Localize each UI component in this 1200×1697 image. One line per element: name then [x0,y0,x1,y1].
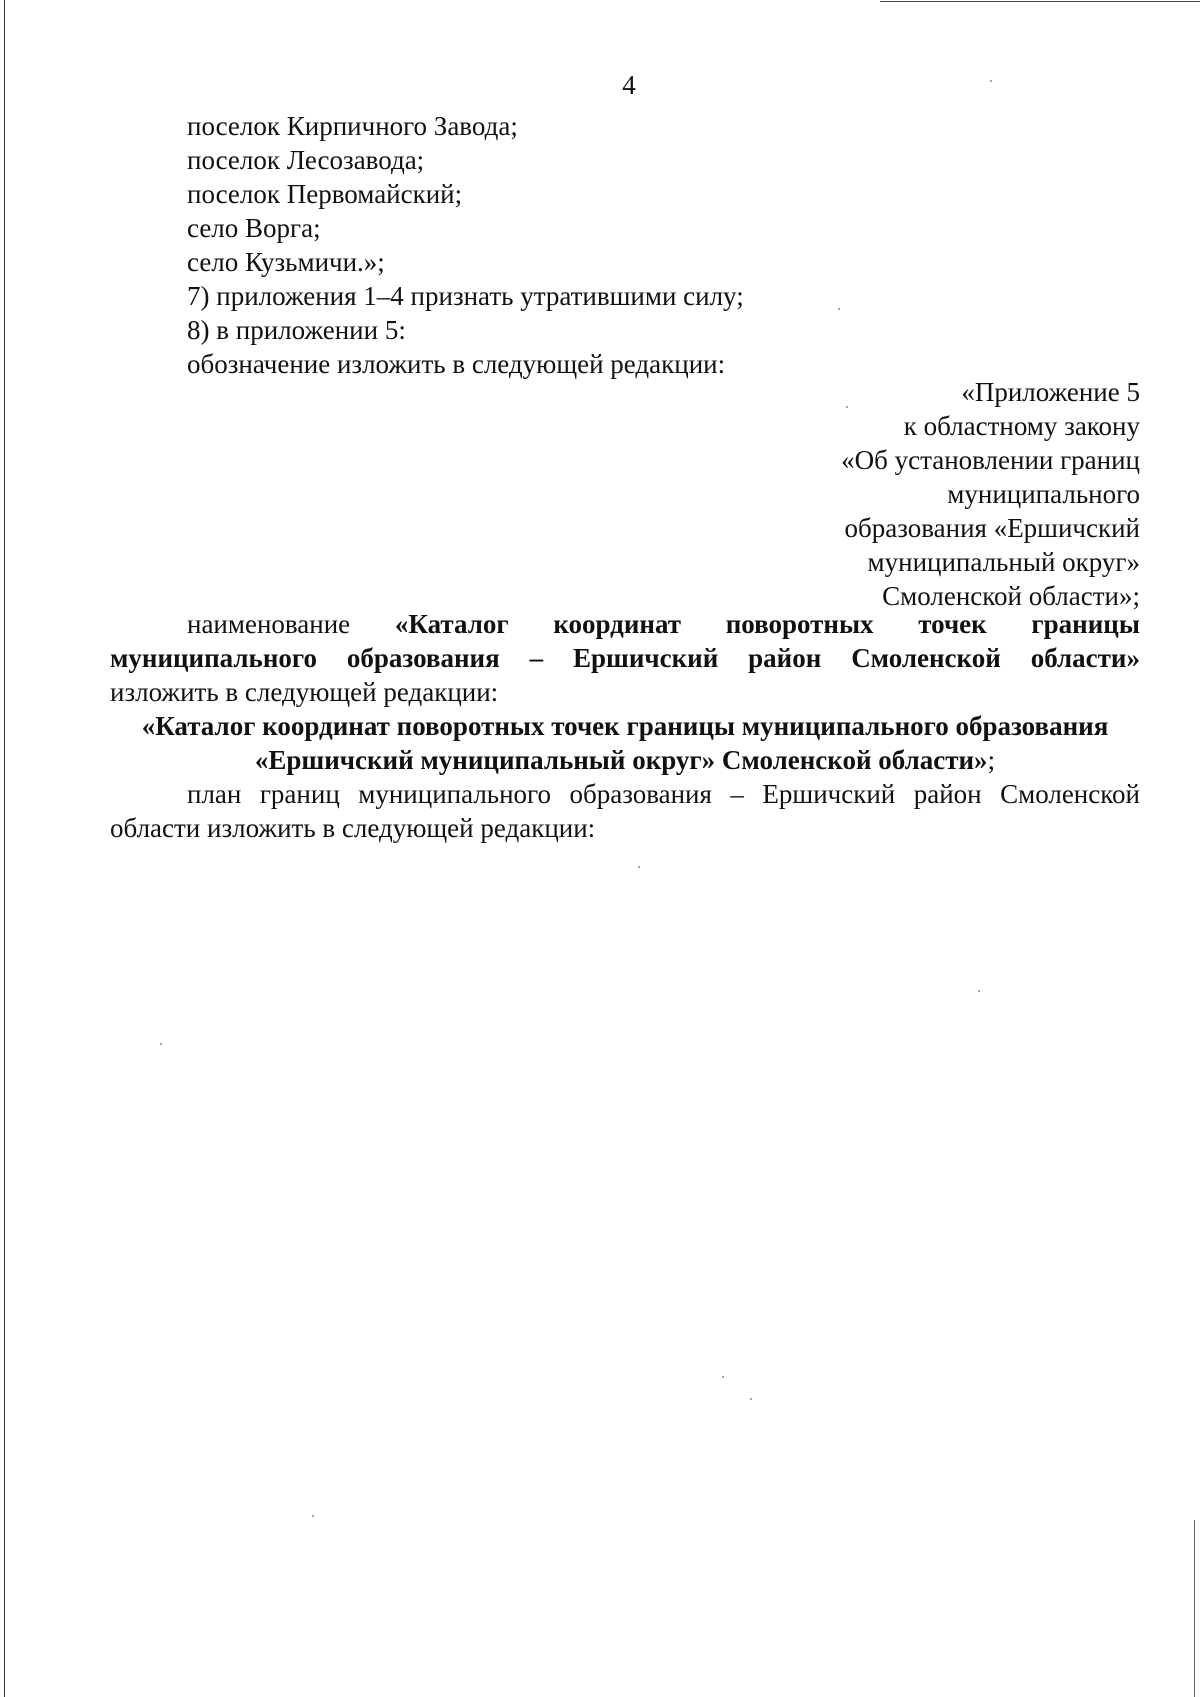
word: образования [346,643,500,673]
settlement-line: поселок Кирпичного Завода; [187,111,518,141]
scan-speck [750,1398,752,1400]
word: – [529,643,544,673]
scan-speck [638,866,640,868]
scan-speck [160,1043,162,1045]
item-8: 8) в приложении 5: [187,315,406,345]
page-number: 4 [622,70,636,100]
scan-speck [978,990,980,992]
word: муниципального [358,779,551,809]
settlement-line: село Ворга; [187,213,321,243]
scan-edge-right [1194,1520,1195,1697]
settlement-line: поселок Лесозавода; [187,145,425,175]
word: район [913,779,982,809]
settlement-line: поселок Первомайский; [187,179,463,209]
scan-speck [838,308,840,310]
appendix-header-line: «Приложение 5 [961,377,1140,407]
word: границы [1031,609,1140,639]
appendix-header-line: Смоленской области»; [882,581,1140,611]
appendix-header-line: муниципальный округ» [867,547,1140,577]
word: муниципального [110,643,317,673]
appendix-header-line: «Об установлении границ [841,445,1140,475]
scan-speck [846,406,848,408]
word: наименование [187,609,351,639]
plan-paragraph-line-2: области изложить в следующей редакции: [110,813,596,843]
item-7: 7) приложения 1–4 признать утратившими силу; [187,281,744,311]
catalog-title-text: «Ершичский муниципальный округ» Смоленской области» [254,745,988,775]
word: план [187,779,242,809]
plan-paragraph-line-1 [187,777,1140,811]
word: поворотных [725,609,874,639]
word: Смоленской [1000,779,1140,809]
scan-speck [312,1515,314,1517]
appendix-header-line: образования «Ершичский [844,513,1140,543]
word: точек [918,609,987,639]
catalog-title-line-2 [110,743,1140,777]
word: Ершичский [573,643,719,673]
appendix-header-line: к областному закону [903,411,1140,441]
word: Ершичский [762,779,896,809]
word: «Каталог [394,609,509,639]
word: координат [553,609,682,639]
settlement-line: село Кузьмичи.»; [187,247,385,277]
name-paragraph-line-2 [110,641,1140,675]
word: Смоленской [851,643,1001,673]
name-paragraph-line-3: изложить в следующей редакции: [110,677,499,707]
catalog-title-line-1: «Каталог координат поворотных точек границы муниципального образования [141,711,1109,741]
word: район [748,643,822,673]
word: границ [259,779,340,809]
appendix-header-line: муниципального [947,479,1140,509]
word: области» [1030,643,1140,673]
scan-edge-left [4,0,5,1697]
word: – [730,779,744,809]
scan-speck [722,1376,724,1378]
designation-intro: обозначение изложить в следующей редакции: [187,349,726,379]
name-paragraph-line-1 [187,607,1140,641]
scan-edge-top [880,1,1200,2]
word: образования [569,779,712,809]
catalog-title-tail: ; [987,745,996,775]
